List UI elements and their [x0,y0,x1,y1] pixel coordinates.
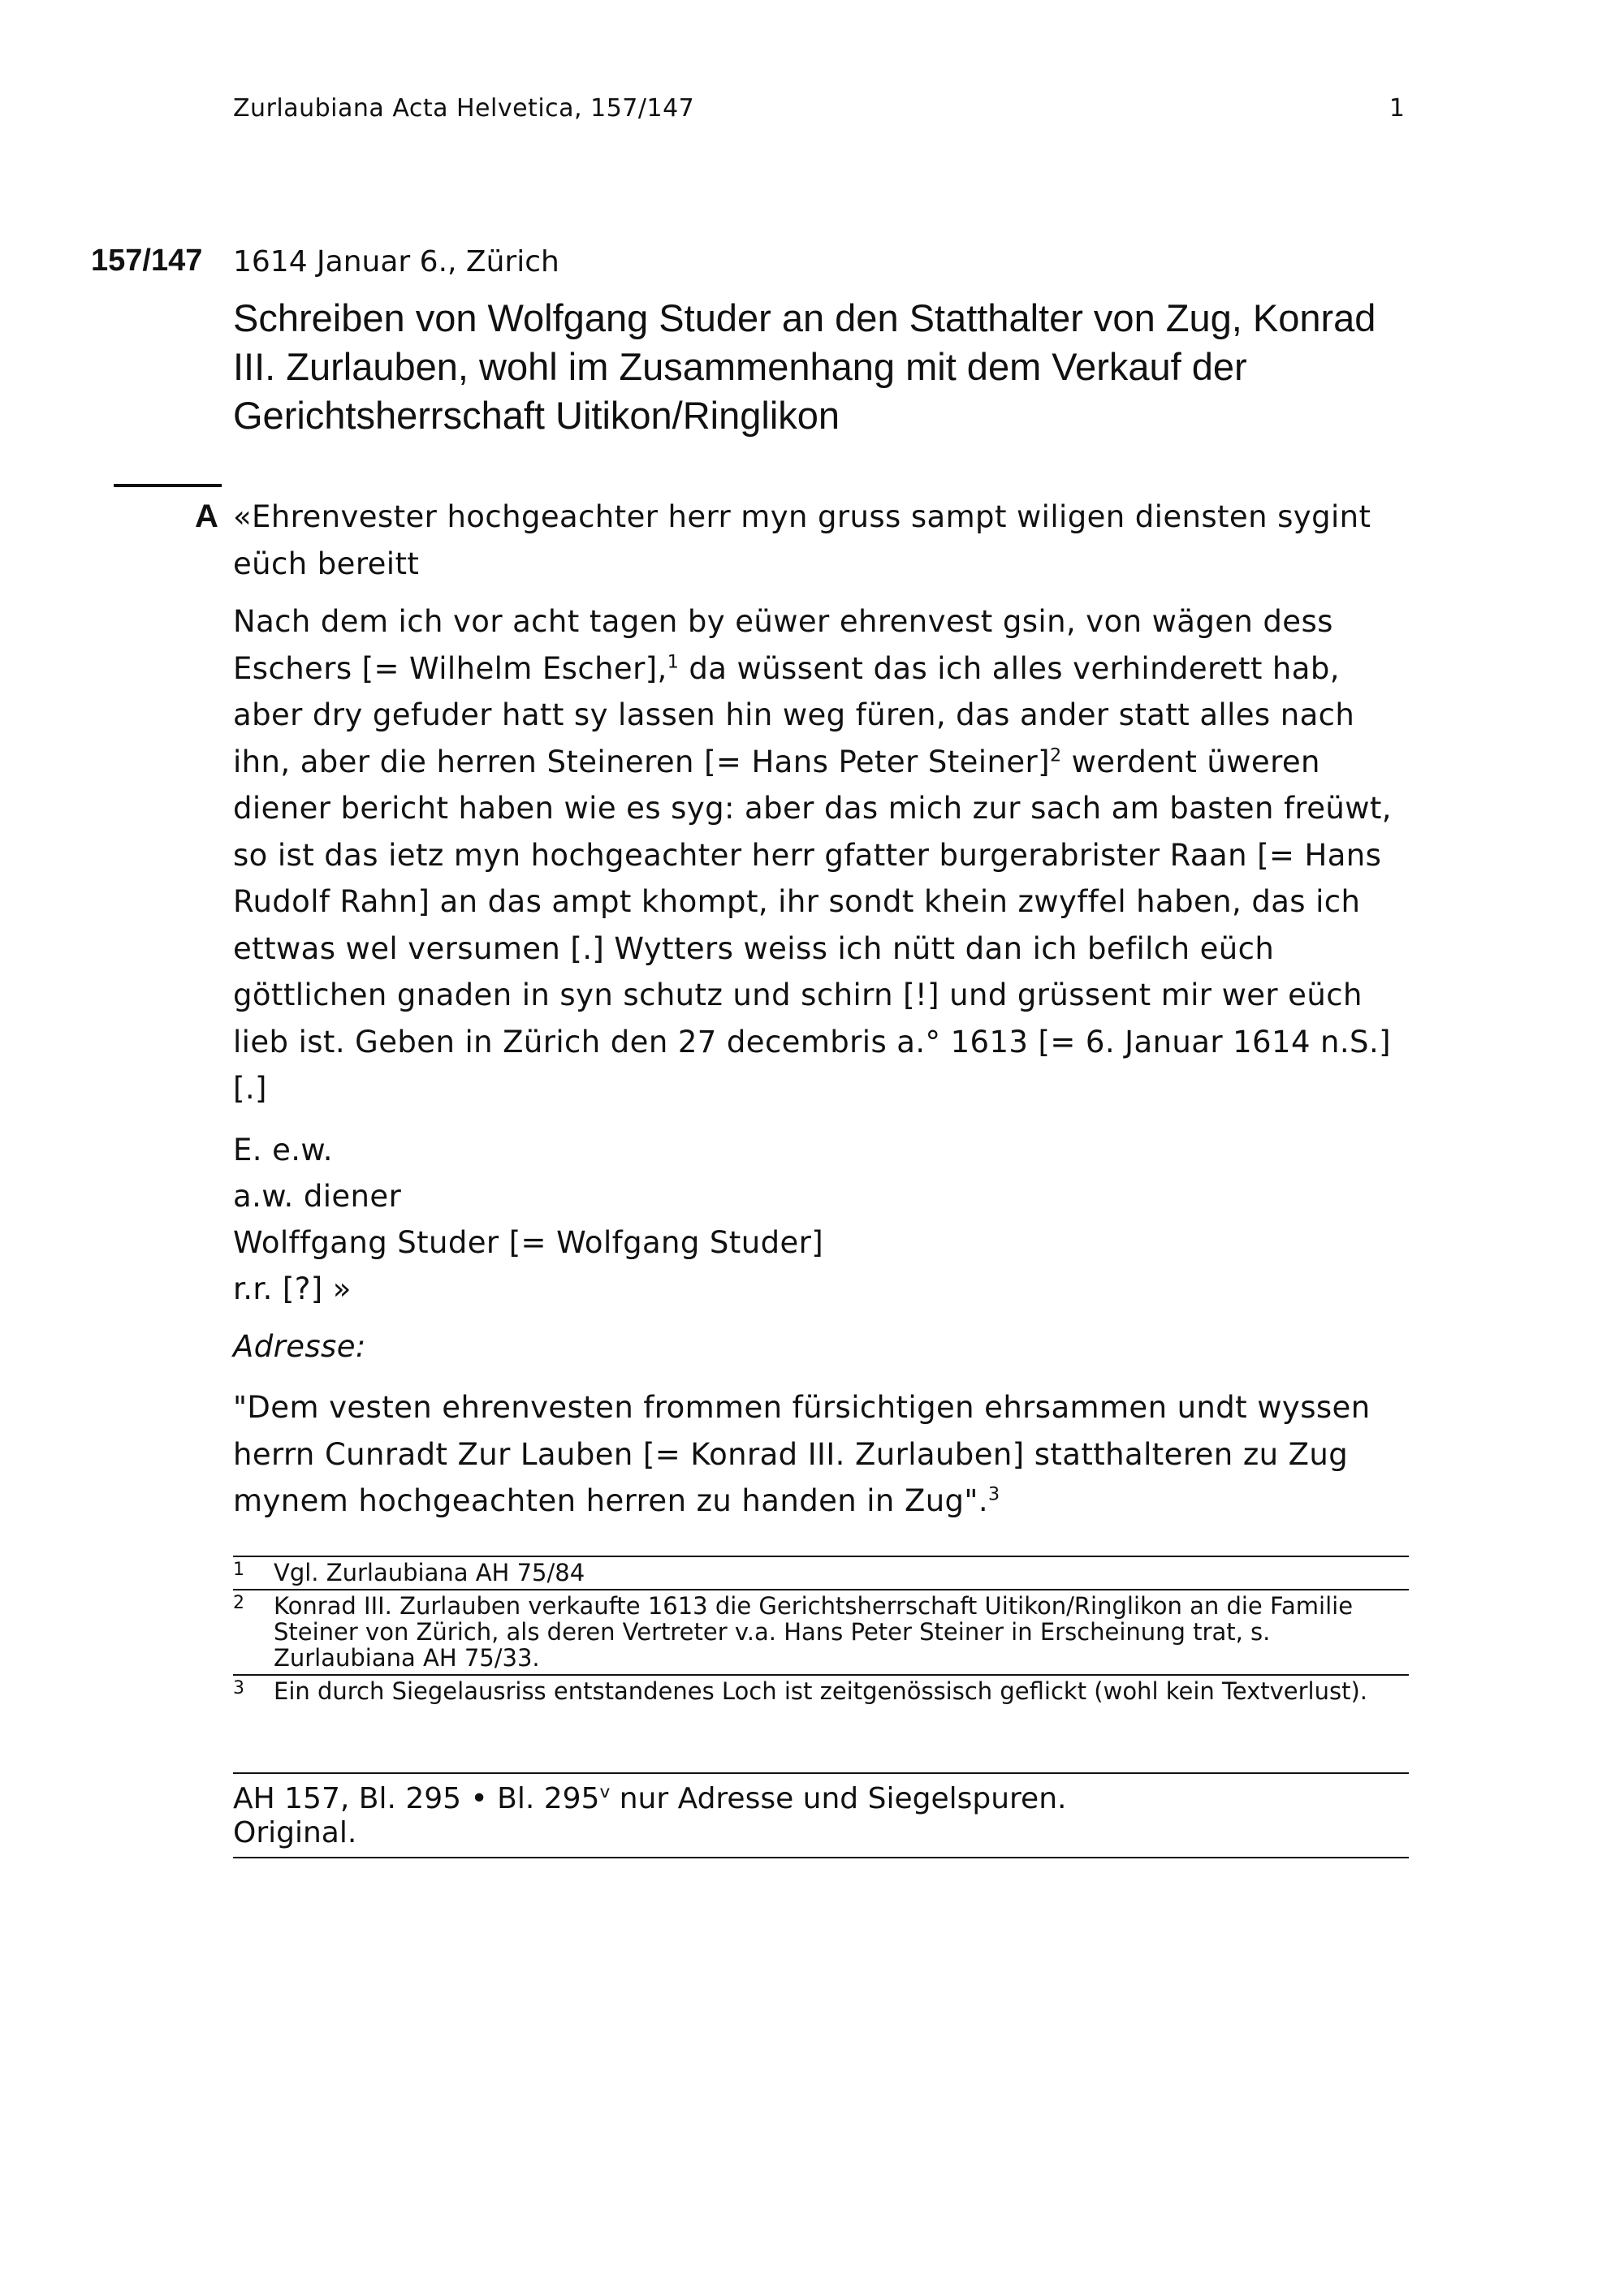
footnote-text: Ein durch Siegelausriss entstandenes Loch ist zeitgenössisch geflickt (wohl kein Textverlust). [274,1677,1367,1705]
footnote-ref: 1 [667,651,680,673]
salutation: «Ehrenvester hochgeachter herr myn gruss sampt wiligen diensten sygint eüch bereitt [233,499,1371,581]
document-number: 157/147 [91,244,203,278]
footnote-number: 2 [233,1593,244,1613]
footnote [233,1589,1409,1674]
address-label: Adresse: [233,1328,366,1364]
document-title: Schreiben von Wolfgang Studer an den Statthalter von Zug, Konrad III. Zurlauben, wohl im Zusammenhang mit dem Verkauf der Gerichtsherrschaft Uitikon/Ringlikon [233,296,1376,437]
running-head: Zurlaubiana Acta Helvetica, 157/147 [233,94,695,123]
footnote-text: Vgl. Zurlaubiana AH 75/84 [274,1559,585,1586]
signature-line: E. e.w. [233,1132,333,1167]
page-number: 1 [1389,94,1405,123]
source-text: AH 157, Bl. 295 • Bl. 295 [233,1782,600,1815]
letter-body [233,494,1419,1536]
footnote-ref: 3 [988,1483,1000,1505]
footnote-number: 1 [233,1560,244,1580]
signature-line: r.r. [?] » [233,1271,352,1306]
footnote [233,1556,1409,1589]
source-line [233,1782,1409,1816]
source-text: nur Adresse und Siegelspuren. [610,1782,1067,1815]
paragraph-text: da wüssent das ich alles verhinderett hab, aber dry gefuder hatt sy lassen hin weg füren, das ander statt alles nach ihn, aber die herren Steineren [= Hans Peter Steiner] [233,650,1355,779]
verso-mark: v [599,1782,611,1802]
source-line: Original. [233,1816,357,1849]
address-text [233,1384,1419,1525]
source-note [233,1772,1409,1858]
signature-block [233,1127,1419,1312]
paragraph-text: Nach dem ich vor acht tagen by eüwer ehrenvest gsin, von wägen dess Eschers [= Wilhelm Escher], [233,604,1333,686]
version-mark: A [195,498,218,534]
letter-paragraph [233,598,1419,1112]
version-rule [114,484,222,487]
footnote [233,1674,1409,1707]
footnote-ref: 2 [1049,744,1062,766]
paragraph-text: werdent üweren diener bericht haben wie es syg: aber das mich zur sach am basten freüwt, so ist das ietz myn hochgeachter herr gfatter burgerabrister Raan [= Hans Rudolf Rahn] an das ampt khompt, ihr sondt khein zwyffel haben, das ich ettwas wel versumen [.] Wytters weiss ich nütt dan ich befilch eüch göttlichen gnaden in syn schutz und schirn [!] und grüssent mir wer eüch lieb ist. Geben in Zürich den 27 decembris a.° 1613 [= 6. Januar 1614 n.S.] [.] [233,744,1392,1106]
signature-line: a.w. diener [233,1178,402,1214]
signature-line: Wolffgang Studer [= Wolfgang Studer] [233,1224,824,1260]
footnote-number: 3 [233,1678,244,1698]
footnote-text: Konrad III. Zurlauben verkaufte 1613 die Gerichtsherrschaft Uitikon/Ringlikon an die Familie Steiner von Zürich, als deren Vertreter v.a. Hans Peter Steiner in Erscheinung trat, s. Zurlaubiana AH 75/33. [274,1592,1354,1672]
document-date: 1614 Januar 6., Zürich [233,245,559,278]
address-content: "Dem vesten ehrenvesten frommen fürsichtigen ehrsammen undt wyssen herrn Cunradt Zur Lauben [= Konrad III. Zurlauben] statthalteren zu Zug mynem hochgeachten herren zu handen in Zug". [233,1390,1371,1518]
footnotes [233,1556,1409,1707]
